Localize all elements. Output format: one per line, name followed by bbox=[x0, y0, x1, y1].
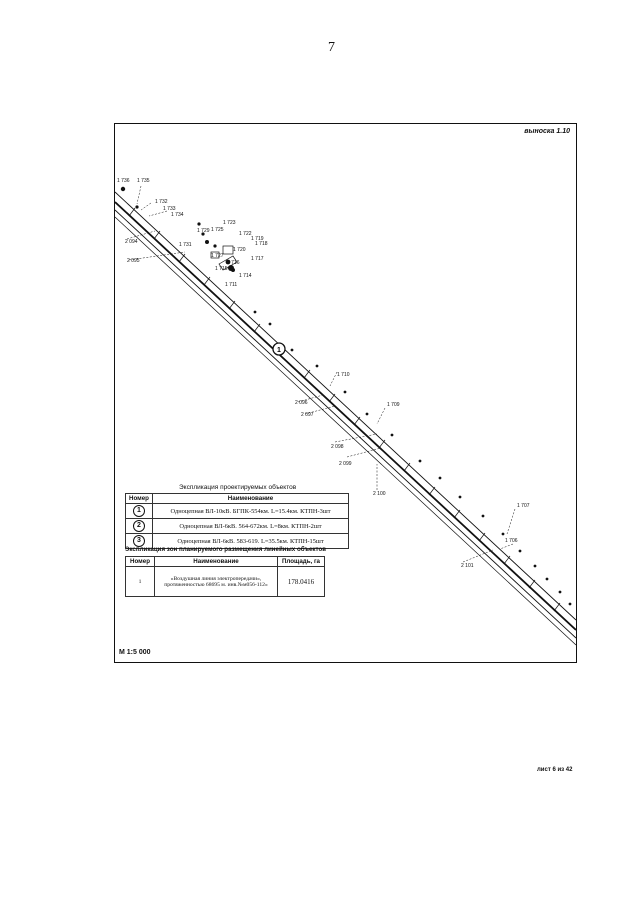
pt-label: 2 098 bbox=[331, 444, 344, 450]
pt-label: 1 723 bbox=[223, 220, 236, 226]
row-number: 1 bbox=[133, 505, 145, 517]
pt-label: 2 099 bbox=[339, 461, 352, 467]
legend1-title: Экспликация проектируемых объектов bbox=[179, 484, 297, 491]
pt-label: 2 100 bbox=[373, 491, 386, 497]
row-name: «Воздушная линия электропередачи», протяженностью 68695 м. инв.№м056-112» bbox=[155, 567, 278, 597]
pt-label: 1 706 bbox=[505, 538, 518, 544]
pt-label: 1 731 bbox=[179, 242, 192, 248]
pt-label: 1 719 bbox=[251, 236, 264, 242]
pt-label: 2 097 bbox=[301, 412, 314, 418]
table-row bbox=[126, 519, 349, 534]
row-number: 2 bbox=[133, 520, 145, 532]
row-area: 178.0416 bbox=[278, 567, 325, 597]
legend2-header-name: Наименование bbox=[155, 557, 278, 567]
legend2-header-num: Номер bbox=[126, 557, 155, 567]
svg-text:1: 1 bbox=[277, 347, 281, 354]
row-name: Одноцепная ВЛ-10кВ. БГПК-554км. L=15.4км. КТПН-3шт bbox=[152, 504, 348, 519]
pt-label: 1 718 bbox=[255, 241, 268, 247]
legend2-title: Экспликация зон планируемого размещения линейных объектов bbox=[125, 546, 327, 553]
pt-label: 1 716 bbox=[227, 260, 240, 266]
legend2-table bbox=[125, 556, 325, 597]
pt-label: 2 095 bbox=[127, 258, 140, 264]
pt-label: 1 722 bbox=[239, 231, 252, 237]
pt-label: 1 715 bbox=[215, 266, 228, 272]
pt-label: 1 736 bbox=[117, 178, 130, 184]
pt-label: 1 729 bbox=[197, 228, 210, 234]
legend1-header-name: Наименование bbox=[152, 494, 348, 504]
pt-label: 2 101 bbox=[461, 563, 474, 569]
pt-label: 1 717 bbox=[251, 256, 264, 262]
inset-label: выноска 1.10 bbox=[524, 128, 570, 135]
pt-label: 1 709 bbox=[387, 402, 400, 408]
pt-label: 1 734 bbox=[171, 212, 184, 218]
map-frame bbox=[114, 123, 577, 663]
table-row bbox=[126, 504, 349, 519]
pt-label: 1 725 bbox=[211, 227, 224, 233]
legend2-header-area: Площадь, га bbox=[278, 557, 325, 567]
legend1-table bbox=[125, 493, 349, 549]
pt-label: 1 720 bbox=[233, 247, 246, 253]
map-scale: М 1:5 000 bbox=[119, 649, 151, 656]
pt-label: 1 735 bbox=[137, 178, 150, 184]
pt-label: 1 710 bbox=[337, 372, 350, 378]
pt-label: 1 707 bbox=[517, 503, 530, 509]
pt-label: 2 094 bbox=[125, 239, 138, 245]
line-number-marker bbox=[273, 343, 285, 355]
pt-label: 1 733 bbox=[163, 206, 176, 212]
row-name: Одноцепная ВЛ-6кВ. 583-619. L=35.5км. КТПН-15шт bbox=[152, 534, 348, 549]
pt-label: 1 711 bbox=[225, 282, 238, 288]
pt-label: 2 096 bbox=[295, 400, 308, 406]
row-number: 3 bbox=[133, 535, 145, 547]
pt-label: 1 727 bbox=[211, 253, 224, 259]
sheet-label: лист 6 из 42 bbox=[537, 767, 573, 773]
legend1-header-num: Номер bbox=[126, 494, 153, 504]
pt-label: 1 714 bbox=[239, 273, 252, 279]
table-row bbox=[126, 567, 325, 597]
row-number: 1 bbox=[126, 567, 155, 597]
pt-label: 1 732 bbox=[155, 199, 168, 205]
page-number: 7 bbox=[328, 40, 335, 55]
row-name: Одноцепная ВЛ-6кВ. 564-672км. L=8км. КТПН-2шт bbox=[152, 519, 348, 534]
